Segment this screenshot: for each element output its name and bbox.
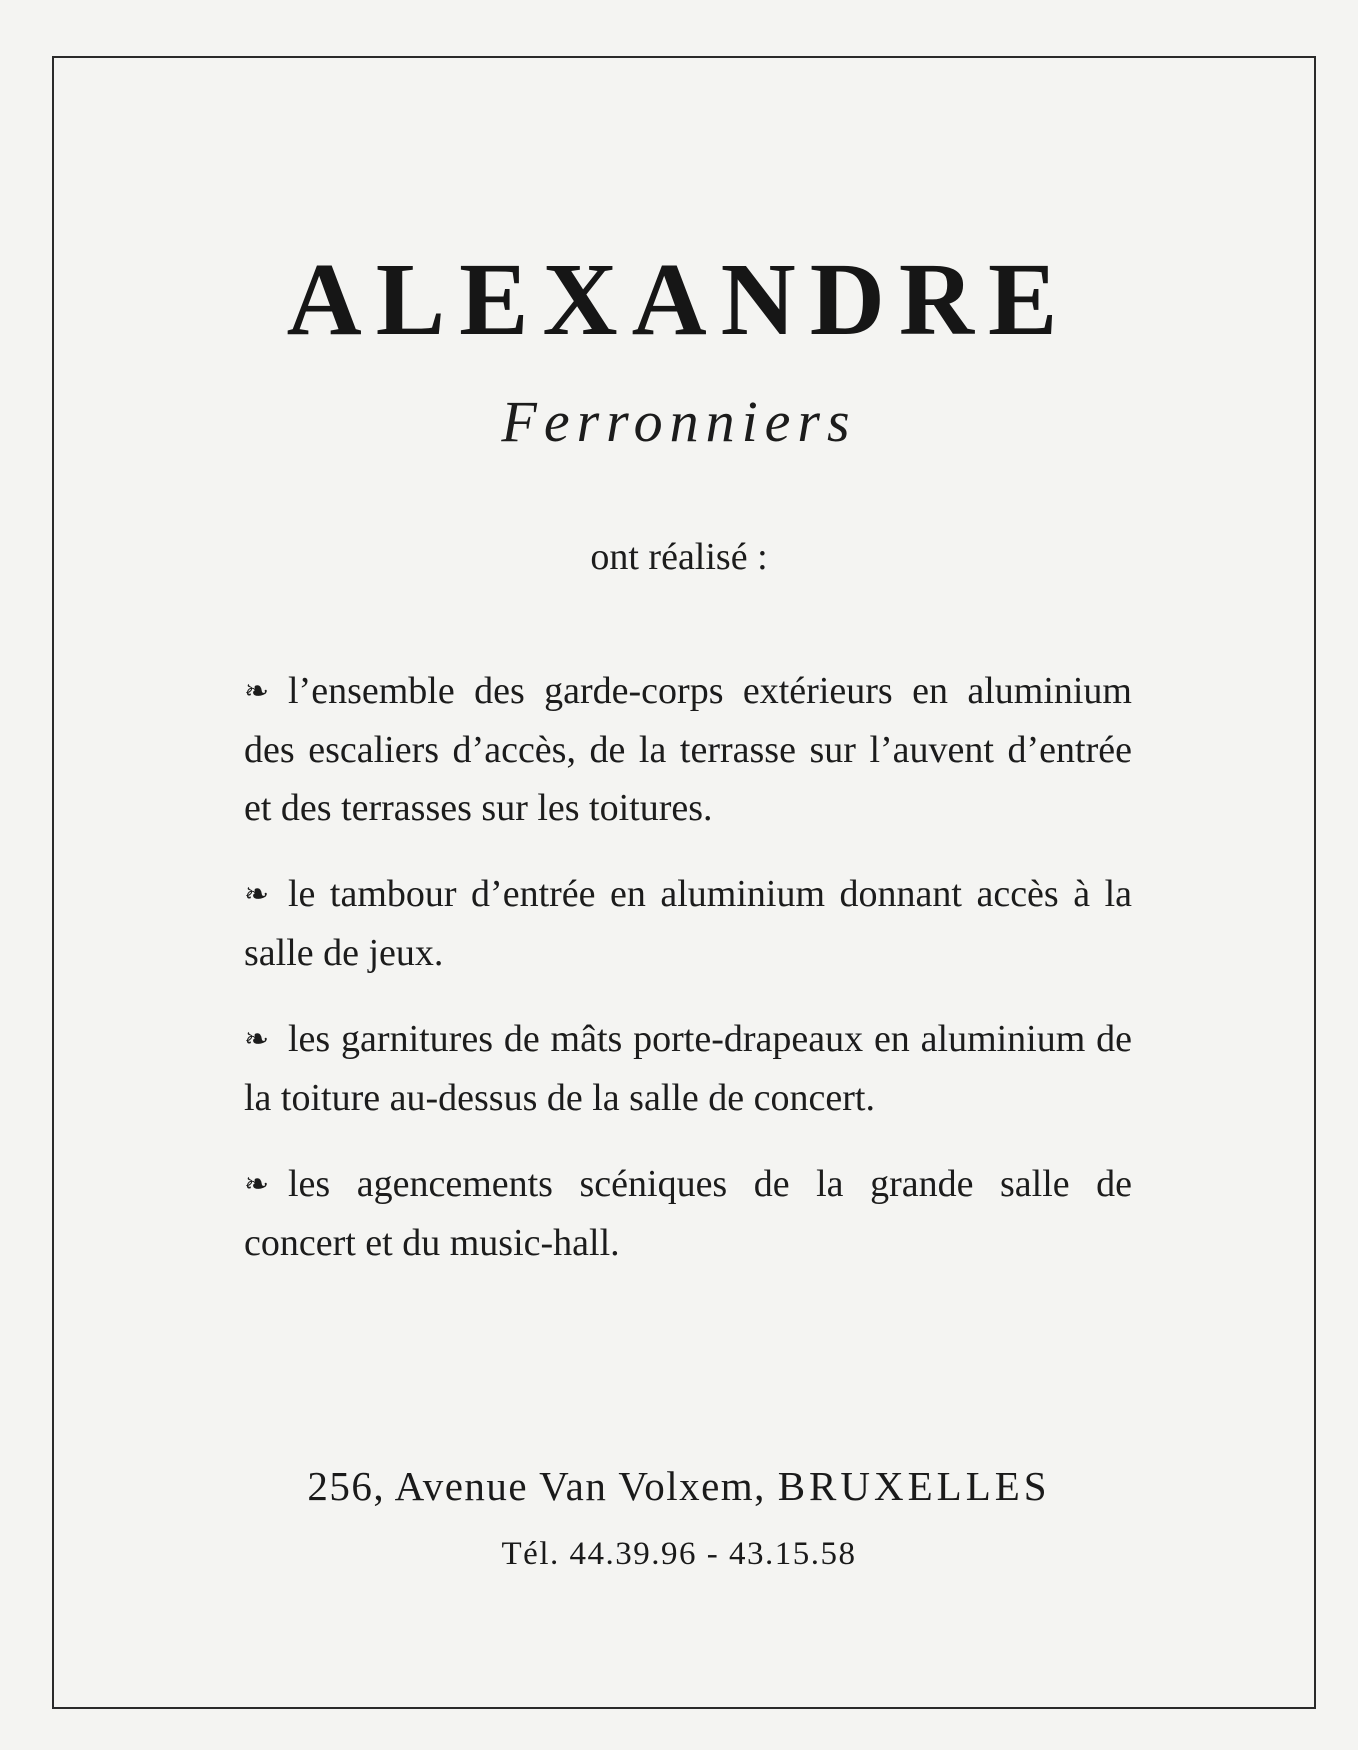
list-item xyxy=(244,1010,1132,1127)
fleuron-bullet-icon: ❧ xyxy=(244,1168,270,1201)
list-item xyxy=(244,1155,1132,1272)
list-item xyxy=(244,865,1132,982)
street-address: 256, Avenue Van Volxem, xyxy=(307,1463,766,1509)
company-trade: Ferronniers xyxy=(501,389,857,454)
fleuron-bullet-icon: ❧ xyxy=(244,675,270,708)
works-list xyxy=(244,662,1132,1300)
list-item-text: les garnitures de mâts porte-drapeaux en aluminium de la toiture au-dessus de la salle de concert. xyxy=(244,1018,1132,1119)
address-line xyxy=(0,1463,1358,1509)
list-item-text: l’ensemble des garde-corps extérieurs en aluminium des escaliers d’accès, de la terrasse sur l’auvent d’entrée et des terrasses sur les toitures. xyxy=(244,670,1132,829)
list-item xyxy=(244,662,1132,837)
fleuron-bullet-icon: ❧ xyxy=(244,878,270,911)
intro-text: ont réalisé : xyxy=(590,536,768,578)
city-name: BRUXELLES xyxy=(777,1463,1051,1509)
company-name: ALEXANDRE xyxy=(286,242,1072,357)
fleuron-bullet-icon: ❧ xyxy=(244,1023,270,1056)
phone-numbers: Tél. 44.39.96 - 43.15.58 xyxy=(501,1536,857,1572)
list-item-text: les agencements scéniques de la grande salle de concert et du music-hall. xyxy=(244,1163,1132,1264)
list-item-text: le tambour d’entrée en aluminium donnant accès à la salle de jeux. xyxy=(244,873,1132,974)
